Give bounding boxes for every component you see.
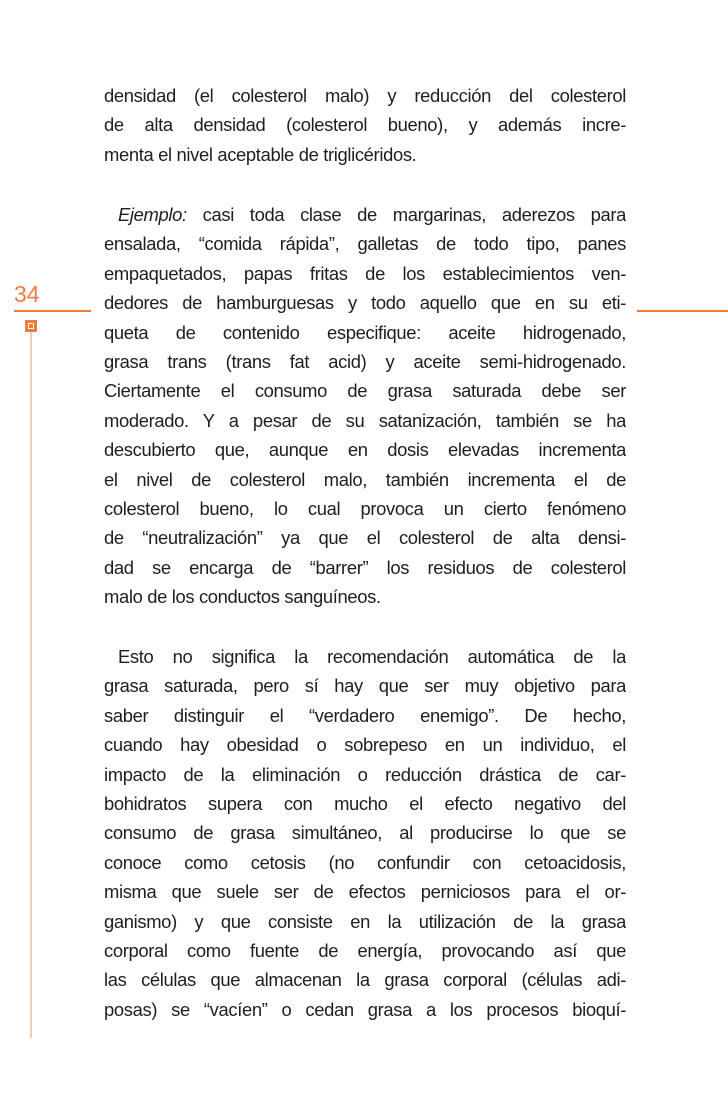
text-line: dad se encarga de “barrer” los residuos de colesterol [104, 556, 626, 578]
page-number: 34 [14, 281, 40, 307]
text-line: de “neutralización” ya que el colesterol de alta densi- [104, 527, 626, 549]
text-line: Esto no significa la recomendación automática de la [118, 646, 626, 667]
text-line: ensalada, “comida rápida”, galletas de todo tipo, panes [104, 233, 626, 255]
text-line: consumo de grasa simultáneo, al producirse lo que se [104, 822, 626, 844]
text-line: impacto de la eliminación o reducción drástica de car- [104, 763, 626, 785]
square-ornament-icon [25, 320, 37, 332]
text-line: de alta densidad (colesterol bueno), y además incre- [104, 114, 626, 136]
text-line: grasa saturada, pero sí hay que ser muy objetivo para [104, 675, 626, 697]
text-line: las células que almacenan la grasa corporal (células adi- [104, 969, 626, 991]
text-line: Ciertamente el consumo de grasa saturada debe ser [104, 380, 626, 402]
text-line: empaquetados, papas fritas de los establecimientos ven- [104, 262, 626, 284]
text-line: posas) se “vacíen” o cedan grasa a los procesos bioquí- [104, 998, 626, 1020]
text-line: misma que suele ser de efectos perniciosos para el or- [104, 881, 626, 903]
text-line: corporal como fuente de energía, provocando así que [104, 939, 626, 961]
text-line: queta de contenido especifique: aceite hidrogenado, [104, 321, 626, 343]
text-line: malo de los conductos sanguíneos. [104, 586, 381, 608]
page-number-rule-right [637, 310, 728, 312]
text-run: casi toda clase de margarinas, aderezos para [186, 204, 626, 225]
text-line: ganismo) y que consiste en la utilización de la grasa [104, 910, 626, 932]
text-line: conoce como cetosis (no confundir con cetoacidosis, [104, 851, 626, 873]
text-line: colesterol bueno, lo cual provoca un cierto fenómeno [104, 497, 626, 519]
text-line: cuando hay obesidad o sobrepeso en un individuo, el [104, 734, 626, 756]
page-number-rule-left [14, 310, 91, 312]
text-line: el nivel de colesterol malo, también incrementa el de [104, 468, 626, 490]
text-line: descubierto que, aunque en dosis elevadas incrementa [104, 439, 626, 461]
paragraph-1 [104, 81, 626, 169]
margin-vertical-rule [30, 320, 32, 1038]
example-label: Ejemplo: [118, 204, 187, 225]
text-line: menta el nivel aceptable de triglicéridos. [104, 143, 417, 165]
text-line: saber distinguir el “verdadero enemigo”. De hecho, [104, 704, 626, 726]
text-line: densidad (el colesterol malo) y reducción del colesterol [104, 85, 626, 106]
text-line: grasa trans (trans fat acid) y aceite semi-hidrogenado. [104, 350, 626, 372]
text-line: bohidratos supera con mucho el efecto negativo del [104, 792, 626, 814]
paragraph-2 [104, 200, 626, 611]
text-line: dedores de hamburguesas y todo aquello que en su eti- [104, 292, 626, 314]
text-line [104, 200, 626, 229]
text-line: moderado. Y a pesar de su satanización, también se ha [104, 409, 626, 431]
paragraph-3 [104, 642, 626, 1024]
